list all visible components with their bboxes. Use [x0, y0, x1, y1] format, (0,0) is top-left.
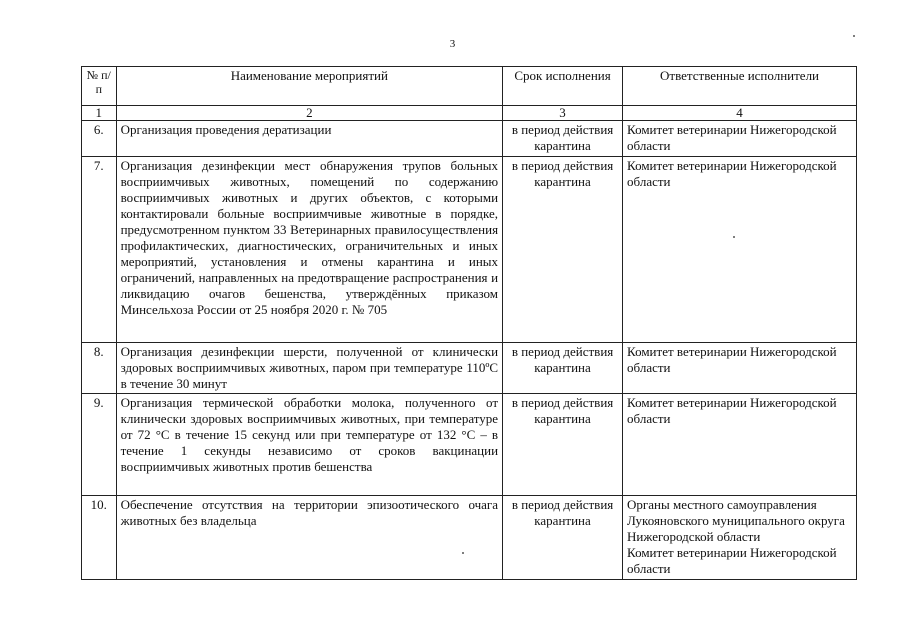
column-index: 3 [503, 106, 623, 121]
column-index: 1 [82, 106, 117, 121]
table-header-row [82, 67, 857, 106]
measure-name: Организация термической обработки молока, полученного от клинически здоровых восприимчивых животных, при температуре от 72 °С в течение 15 секунд или при температуре от 132 °С – в течение 1 секунды независимо от сроков вакцинации восприимчивых животных против бешенства [116, 394, 502, 496]
measure-responsible [623, 394, 857, 496]
row-number: 8. [82, 343, 117, 394]
table-row [82, 343, 857, 394]
measure-term: в период действия карантина [503, 157, 623, 343]
column-index: 2 [116, 106, 502, 121]
table-row [82, 394, 857, 496]
measure-term: в период действия карантина [503, 121, 623, 157]
measure-responsible [623, 157, 857, 343]
header-term: Срок исполнения [503, 67, 623, 106]
row-number: 10. [82, 496, 117, 580]
header-responsible: Ответственные исполнители [623, 67, 857, 106]
responsible-entry: Комитет ветеринарии Нижегородской области [627, 545, 837, 576]
responsible-entry: Комитет ветеринарии Нижегородской области [627, 122, 837, 153]
responsible-entry: Комитет ветеринарии Нижегородской области [627, 395, 837, 426]
scan-speck [853, 35, 855, 37]
responsible-entry: Комитет ветеринарии Нижегородской области [627, 344, 837, 375]
measure-name: Обеспечение отсутствия на территории эпизоотического очага животных без владельца [116, 496, 502, 580]
measure-name: Организация проведения дератизации [116, 121, 502, 157]
row-number: 7. [82, 157, 117, 343]
measure-responsible [623, 121, 857, 157]
measures-table [81, 66, 857, 580]
table-row [82, 157, 857, 343]
table-row [82, 496, 857, 580]
responsible-entry: Органы местного самоуправления Лукояновского муниципального округа Нижегородской области [627, 497, 845, 544]
measure-term: в период действия карантина [503, 394, 623, 496]
header-name: Наименование мероприятий [116, 67, 502, 106]
header-num: № п/п [82, 67, 117, 106]
measure-name: Организация дезинфекции мест обнаружения трупов больных восприимчивых животных, помещений по содержанию восприимчивых животных и других объектов, с которыми контактировали больные восприимчивые животные в порядке, предусмотренном пунктом 33 Ветеринарных правилосуществления профилактических, диагностических, ограничительных и иных мероприятий, установления и отмены карантина и иных ограничений, направленных на предотвращение распространения и ликвидацию очагов бешенства, утверждённых приказом Минсельхоза России от 25 ноября 2020 г. № 705 [116, 157, 502, 343]
row-number: 9. [82, 394, 117, 496]
measure-responsible [623, 343, 857, 394]
page-number: 3 [449, 38, 456, 50]
row-number: 6. [82, 121, 117, 157]
column-index-row [82, 106, 857, 121]
scan-speck [462, 552, 464, 554]
measure-name: Организация дезинфекции шерсти, полученной от клинически здоровых восприимчивых животных, паром при температуре 110ºС в течение 30 минут [116, 343, 502, 394]
scan-speck [733, 236, 735, 238]
measure-term: в период действия карантина [503, 496, 623, 580]
measure-term: в период действия карантина [503, 343, 623, 394]
column-index: 4 [623, 106, 857, 121]
measure-responsible [623, 496, 857, 580]
table-row [82, 121, 857, 157]
responsible-entry: Комитет ветеринарии Нижегородской области [627, 158, 837, 189]
